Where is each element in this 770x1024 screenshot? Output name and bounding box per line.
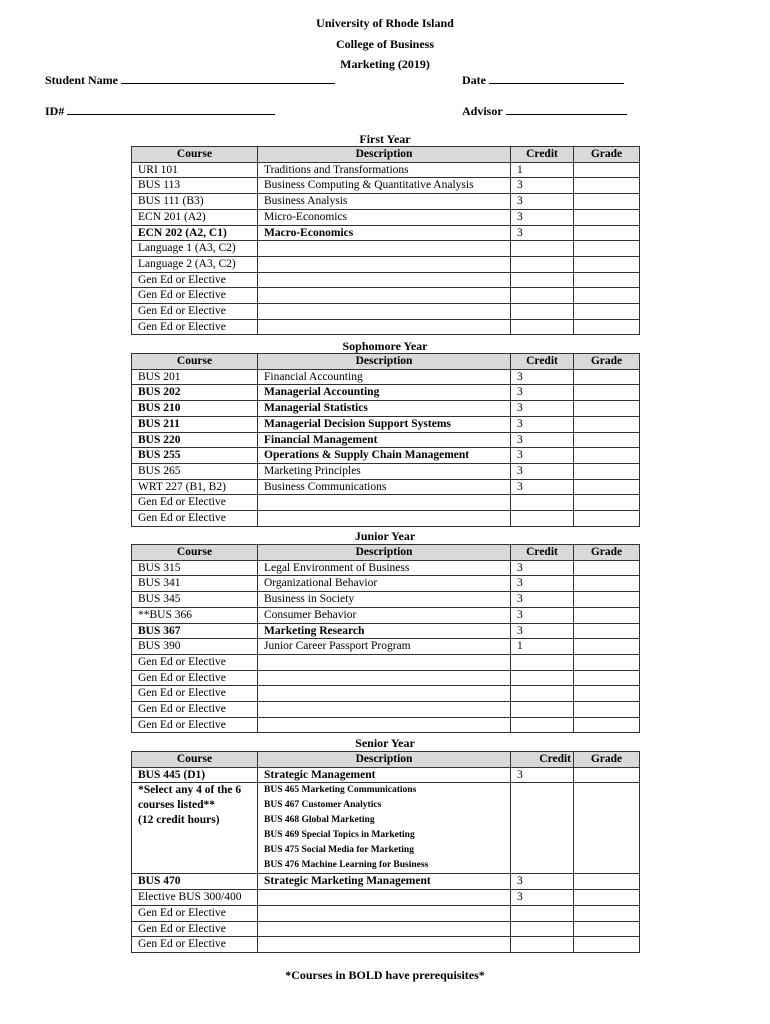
description-header: Description <box>258 752 511 768</box>
course-cell: Gen Ed or Elective <box>132 921 258 937</box>
description-cell <box>258 921 511 937</box>
course-cell: URI 101 <box>132 162 258 178</box>
senior-year-title: Senior Year <box>355 736 415 750</box>
description-cell: Managerial Accounting <box>258 385 511 401</box>
description-header: Description <box>258 147 511 163</box>
selection-instructions <box>132 783 258 874</box>
student-name-label: Student Name <box>45 73 119 87</box>
description-cell: Macro-Economics <box>258 225 511 241</box>
grade-cell[interactable] <box>574 607 640 623</box>
credit-cell: 3 <box>511 874 574 890</box>
course-cell: Gen Ed or Elective <box>132 937 258 953</box>
course-cell: Gen Ed or Elective <box>132 717 258 733</box>
grade-cell[interactable] <box>574 576 640 592</box>
credit-cell: 3 <box>511 463 574 479</box>
description-cell <box>258 937 511 953</box>
course-cell: BUS 211 <box>132 416 258 432</box>
grade-cell[interactable] <box>574 623 640 639</box>
credit-cell: 3 <box>511 890 574 906</box>
description-cell <box>258 241 511 257</box>
credit-header: Credit <box>511 147 574 163</box>
course-cell: BUS 111 (B3) <box>132 194 258 210</box>
credit-cell <box>511 495 574 511</box>
elective-option: BUS 475 Social Media for Marketing <box>264 845 414 856</box>
description-cell <box>258 319 511 335</box>
credit-cell: 3 <box>511 178 574 194</box>
table-row <box>132 592 640 608</box>
description-header: Description <box>258 545 511 561</box>
description-cell: Financial Management <box>258 432 511 448</box>
table-row <box>132 639 640 655</box>
credit-cell <box>511 304 574 320</box>
grade-cell[interactable] <box>574 319 640 335</box>
course-cell: Gen Ed or Elective <box>132 702 258 718</box>
description-cell: Marketing Principles <box>258 463 511 479</box>
credit-cell <box>511 905 574 921</box>
credit-cell: 3 <box>511 369 574 385</box>
description-cell: Junior Career Passport Program <box>258 639 511 655</box>
course-cell: WRT 227 (B1, B2) <box>132 479 258 495</box>
course-cell: Gen Ed or Elective <box>132 654 258 670</box>
table-row <box>132 288 640 304</box>
description-cell: Organizational Behavior <box>258 576 511 592</box>
table-row <box>132 416 640 432</box>
elective-option: BUS 467 Customer Analytics <box>264 800 382 811</box>
first-year-title: First Year <box>359 132 411 146</box>
course-cell: BUS 345 <box>132 592 258 608</box>
credit-cell: 3 <box>511 607 574 623</box>
table-row <box>132 670 640 686</box>
course-cell: BUS 265 <box>132 463 258 479</box>
course-cell: Language 2 (A3, C2) <box>132 256 258 272</box>
table-row <box>132 256 640 272</box>
table-row <box>132 905 640 921</box>
description-cell: Business Communications <box>258 479 511 495</box>
table-row <box>132 890 640 906</box>
course-cell: BUS 341 <box>132 576 258 592</box>
table-header-row <box>132 354 640 370</box>
grade-cell[interactable] <box>574 241 640 257</box>
id-line[interactable] <box>67 103 275 115</box>
course-cell: BUS 390 <box>132 639 258 655</box>
credit-header: Credit <box>511 354 574 370</box>
course-cell: BUS 315 <box>132 560 258 576</box>
table-row <box>132 479 640 495</box>
grade-cell[interactable] <box>574 369 640 385</box>
sophomore-year-title: Sophomore Year <box>342 339 428 353</box>
course-cell: Gen Ed or Elective <box>132 495 258 511</box>
credit-cell <box>511 319 574 335</box>
credit-cell: 3 <box>511 432 574 448</box>
credit-cell: 3 <box>511 592 574 608</box>
description-cell: Traditions and Transformations <box>258 162 511 178</box>
credit-cell <box>511 702 574 718</box>
course-cell: Gen Ed or Elective <box>132 288 258 304</box>
credit-cell <box>511 921 574 937</box>
table-row <box>132 209 640 225</box>
table-row <box>132 607 640 623</box>
grade-cell[interactable] <box>574 225 640 241</box>
course-cell: BUS 367 <box>132 623 258 639</box>
course-cell: Gen Ed or Elective <box>132 511 258 527</box>
table-row <box>132 241 640 257</box>
description-cell <box>258 717 511 733</box>
description-cell <box>258 511 511 527</box>
elective-option: BUS 468 Global Marketing <box>264 815 375 826</box>
selection-line-2: courses listed** <box>138 799 215 812</box>
grade-cell[interactable] <box>574 874 640 890</box>
course-cell: ECN 201 (A2) <box>132 209 258 225</box>
table-row <box>132 194 640 210</box>
selection-line-3: (12 credit hours) <box>138 814 220 827</box>
course-cell: Elective BUS 300/400 <box>132 890 258 906</box>
grade-cell[interactable] <box>574 639 640 655</box>
elective-option: BUS 469 Special Topics in Marketing <box>264 830 415 841</box>
table-row <box>132 717 640 733</box>
credit-header: Credit <box>511 752 574 768</box>
description-cell: Consumer Behavior <box>258 607 511 623</box>
grade-cell[interactable] <box>574 178 640 194</box>
grade-cell[interactable] <box>574 495 640 511</box>
table-header-row <box>132 147 640 163</box>
credit-cell: 3 <box>511 194 574 210</box>
table-row <box>132 178 640 194</box>
grade-cell[interactable] <box>574 272 640 288</box>
description-cell: Operations & Supply Chain Management <box>258 448 511 464</box>
description-cell: Micro-Economics <box>258 209 511 225</box>
table-row <box>132 921 640 937</box>
credit-cell <box>511 241 574 257</box>
course-header: Course <box>132 354 258 370</box>
college-title: College of Business <box>335 37 434 51</box>
junior-year-table <box>131 544 640 733</box>
credit-cell: 3 <box>511 401 574 417</box>
description-cell: Legal Environment of Business <box>258 560 511 576</box>
description-cell: Business Analysis <box>258 194 511 210</box>
grade-header: Grade <box>574 752 640 768</box>
table-row <box>132 767 640 783</box>
credit-cell <box>511 272 574 288</box>
description-cell <box>258 256 511 272</box>
description-cell <box>258 905 511 921</box>
date-field[interactable] <box>462 72 624 87</box>
grade-cell[interactable] <box>574 686 640 702</box>
grade-cell[interactable] <box>574 209 640 225</box>
table-row <box>132 385 640 401</box>
date-line[interactable] <box>489 72 624 84</box>
course-cell: Gen Ed or Elective <box>132 905 258 921</box>
table-row <box>132 369 640 385</box>
course-cell: BUS 202 <box>132 385 258 401</box>
description-cell: Strategic Marketing Management <box>258 874 511 890</box>
grade-cell[interactable] <box>574 937 640 953</box>
description-cell <box>258 686 511 702</box>
description-cell: Financial Accounting <box>258 369 511 385</box>
grade-cell[interactable] <box>574 432 640 448</box>
course-header: Course <box>132 752 258 768</box>
university-title: University of Rhode Island <box>316 16 454 30</box>
description-cell <box>258 288 511 304</box>
elective-selection-row <box>132 783 640 874</box>
table-row <box>132 511 640 527</box>
credit-header: Credit <box>511 545 574 561</box>
table-row <box>132 937 640 953</box>
grade-cell[interactable] <box>574 670 640 686</box>
id-label: ID# <box>45 104 65 118</box>
table-row <box>132 448 640 464</box>
table-row <box>132 654 640 670</box>
grade-header: Grade <box>574 147 640 163</box>
table-row <box>132 463 640 479</box>
description-header: Description <box>258 354 511 370</box>
selection-line-1: *Select any 4 of the 6 <box>138 784 242 797</box>
table-row <box>132 560 640 576</box>
grade-cell[interactable] <box>574 654 640 670</box>
table-row <box>132 576 640 592</box>
junior-year-title: Junior Year <box>354 529 416 543</box>
grade-cell[interactable] <box>574 448 640 464</box>
course-cell: BUS 255 <box>132 448 258 464</box>
course-cell: Gen Ed or Elective <box>132 686 258 702</box>
course-cell: Gen Ed or Elective <box>132 272 258 288</box>
credit-cell <box>511 783 574 874</box>
table-row <box>132 495 640 511</box>
description-cell: Business in Society <box>258 592 511 608</box>
id-field[interactable] <box>45 103 275 118</box>
credit-cell <box>511 654 574 670</box>
table-header-row <box>132 545 640 561</box>
description-cell: Managerial Decision Support Systems <box>258 416 511 432</box>
credit-cell <box>511 256 574 272</box>
grade-cell[interactable] <box>574 905 640 921</box>
course-cell: BUS 445 (D1) <box>132 767 258 783</box>
grade-cell[interactable] <box>574 463 640 479</box>
credit-cell: 3 <box>511 225 574 241</box>
sophomore-year-table <box>131 353 640 527</box>
elective-option: BUS 476 Machine Learning for Business <box>264 860 429 871</box>
elective-option: BUS 465 Marketing Communications <box>264 785 417 796</box>
course-cell: ECN 202 (A2, C1) <box>132 225 258 241</box>
course-cell: BUS 220 <box>132 432 258 448</box>
credit-cell: 1 <box>511 639 574 655</box>
table-row <box>132 401 640 417</box>
course-cell: BUS 113 <box>132 178 258 194</box>
credit-cell <box>511 686 574 702</box>
grade-cell[interactable] <box>574 767 640 783</box>
course-cell: Gen Ed or Elective <box>132 670 258 686</box>
description-cell <box>258 304 511 320</box>
credit-cell: 3 <box>511 479 574 495</box>
table-row <box>132 686 640 702</box>
course-cell: Gen Ed or Elective <box>132 304 258 320</box>
grade-cell[interactable] <box>574 304 640 320</box>
credit-cell <box>511 717 574 733</box>
senior-year-table <box>131 751 640 953</box>
advisor-label: Advisor <box>462 104 503 118</box>
course-header: Course <box>132 147 258 163</box>
credit-cell: 3 <box>511 767 574 783</box>
grade-cell[interactable] <box>574 783 640 874</box>
course-cell: **BUS 366 <box>132 607 258 623</box>
credit-cell: 3 <box>511 448 574 464</box>
grade-header: Grade <box>574 545 640 561</box>
table-row <box>132 874 640 890</box>
table-row <box>132 319 640 335</box>
first-year-table <box>131 146 640 335</box>
grade-cell[interactable] <box>574 194 640 210</box>
course-header: Course <box>132 545 258 561</box>
credit-cell: 3 <box>511 416 574 432</box>
credit-cell <box>511 937 574 953</box>
table-row <box>132 162 640 178</box>
student-name-field[interactable] <box>45 72 335 87</box>
course-cell: BUS 201 <box>132 369 258 385</box>
table-header-row <box>132 752 640 768</box>
grade-cell[interactable] <box>574 511 640 527</box>
table-row <box>132 623 640 639</box>
grade-cell[interactable] <box>574 162 640 178</box>
date-label: Date <box>462 73 486 87</box>
credit-cell: 3 <box>511 560 574 576</box>
credit-cell <box>511 511 574 527</box>
description-cell: Marketing Research <box>258 623 511 639</box>
advisor-field[interactable] <box>462 103 627 118</box>
credit-cell: 3 <box>511 385 574 401</box>
grade-cell[interactable] <box>574 890 640 906</box>
description-cell <box>258 670 511 686</box>
grade-cell[interactable] <box>574 385 640 401</box>
grade-header: Grade <box>574 354 640 370</box>
program-title: Marketing (2019) <box>340 57 430 71</box>
table-row <box>132 272 640 288</box>
credit-cell <box>511 288 574 304</box>
elective-options-list <box>258 783 511 874</box>
table-row <box>132 304 640 320</box>
advisor-line[interactable] <box>506 103 627 115</box>
course-cell: Language 1 (A3, C2) <box>132 241 258 257</box>
description-cell: Business Computing & Quantitative Analysis <box>258 178 511 194</box>
credit-cell <box>511 670 574 686</box>
grade-cell[interactable] <box>574 416 640 432</box>
description-cell <box>258 495 511 511</box>
description-cell: Managerial Statistics <box>258 401 511 417</box>
course-cell: BUS 470 <box>132 874 258 890</box>
table-row <box>132 432 640 448</box>
course-cell: BUS 210 <box>132 401 258 417</box>
grade-cell[interactable] <box>574 592 640 608</box>
table-row <box>132 702 640 718</box>
description-cell: Strategic Management <box>258 767 511 783</box>
description-cell <box>258 702 511 718</box>
credit-cell: 3 <box>511 209 574 225</box>
grade-cell[interactable] <box>574 288 640 304</box>
table-row <box>132 225 640 241</box>
credit-cell: 3 <box>511 623 574 639</box>
student-name-line[interactable] <box>121 72 335 84</box>
credit-cell: 3 <box>511 576 574 592</box>
grade-cell[interactable] <box>574 401 640 417</box>
grade-cell[interactable] <box>574 256 640 272</box>
grade-cell[interactable] <box>574 560 640 576</box>
grade-cell[interactable] <box>574 921 640 937</box>
prerequisites-note: *Courses in BOLD have prerequisites* <box>285 968 485 982</box>
grade-cell[interactable] <box>574 702 640 718</box>
credit-cell: 1 <box>511 162 574 178</box>
description-cell <box>258 890 511 906</box>
grade-cell[interactable] <box>574 717 640 733</box>
course-cell: Gen Ed or Elective <box>132 319 258 335</box>
description-cell <box>258 654 511 670</box>
grade-cell[interactable] <box>574 479 640 495</box>
description-cell <box>258 272 511 288</box>
